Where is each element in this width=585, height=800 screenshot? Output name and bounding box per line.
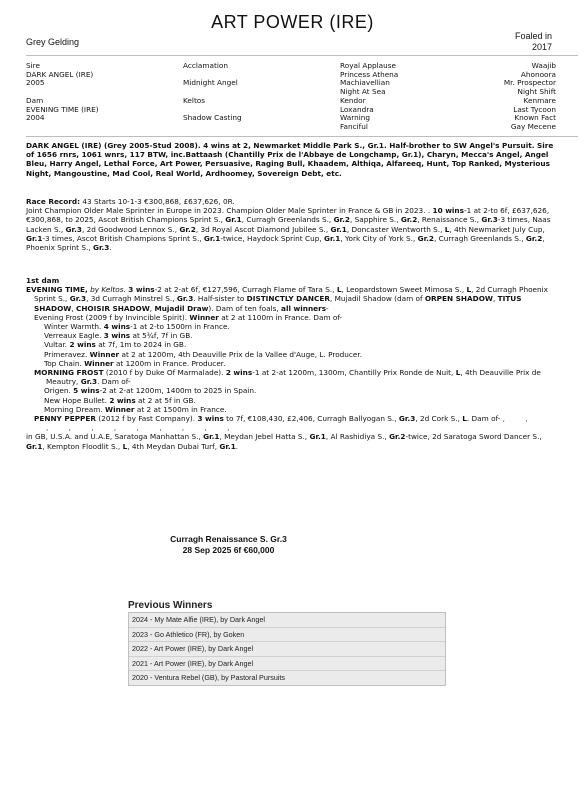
pedigree-gen4: Night Shift	[517, 87, 556, 97]
produce-morning-frost: MORNING FROST (2010 f by Duke Of Marmalade). 2 wins-1 at 2-at 1200m, 1300m, Chantilly Prix Ronde de Nuit, L, 4th Deauville Prix de Meautry, Gr.3. Dam of-	[34, 368, 541, 387]
pedigree-gen2: Acclamation	[183, 61, 228, 70]
previous-winner-row: 2020 - Ventura Rebel (GB), by Pastoral Pursuits	[129, 670, 445, 685]
pedigree-gen3: Machiavellian	[340, 78, 390, 88]
pedigree-gen3: Loxandra	[340, 104, 374, 114]
produce-line: Origen. 5 wins-2 at 2-at 1200m, 1400m to 2025 in Spain.	[44, 386, 257, 396]
previous-winner-row: 2022 - Art Power (IRE), by Dark Angel	[129, 641, 445, 656]
previous-winners-table	[128, 612, 446, 686]
race-info	[0, 534, 457, 556]
previous-winners-title: Previous Winners	[128, 600, 213, 611]
pedigree-gen4: Known Fact	[514, 113, 556, 123]
race-record-details: Joint Champion Older Male Sprinter in Europe in 2023. Champion Older Male Sprinter in France & GB in 2023. . 10 wins-1 at 2-to 6f, £637,626, €300,868, to 2025, Ascot British Champions Sprint S., Gr.1, Curragh Greenlands S., Gr.2, Sapphire S., Gr.2, Renaissance S., Gr.3-3 times, Naas Lacken S., Gr.3, 2d Goodwood Lennox S., Gr.2, 3d Royal Ascot Diamond Jubilee S., Gr.1, Doncaster Wentworth S., L, 4th Newmarket July Cup, Gr.1-3 times, Ascot British Champions Sprint S., Gr.1-twice, Haydock Sprint Cup, Gr.1, York City of York S., Gr.2, Curragh Greenlands S., Gr.2, Phoenix Sprint S., Gr.3.	[26, 206, 551, 253]
pedigree-gen4: Waajib	[531, 61, 556, 70]
sire-year: 2005	[26, 78, 45, 88]
produce-line: Vultar. 2 wins at 7f, 1m to 2024 in GB.	[44, 340, 187, 350]
dam-label: Dam	[26, 96, 44, 105]
race-record-label: Race Record:	[26, 197, 81, 206]
produce-line: Top Chain. Winner at 1200m in France. Producer.	[44, 358, 226, 368]
pedigree-gen3: Fanciful	[340, 122, 368, 132]
race-record-line	[26, 197, 556, 206]
produce-line: Evening Frost (2009 f by Invincible Spirit). Winner at 2 at 1100m in France. Dam of-	[34, 312, 343, 322]
first-dam-section	[26, 276, 556, 451]
pedigree-gen3: Warning	[340, 113, 370, 123]
pedigree-gen4: Last Tycoon	[513, 104, 556, 114]
pedigree-gen3: Royal Applause	[340, 61, 397, 70]
race-record	[26, 197, 556, 252]
pedigree-gen2: Midnight Angel	[183, 78, 238, 88]
previous-winner-row: 2021 - Art Power (IRE), by Dark Angel	[129, 656, 445, 671]
foaled-label: Foaled in	[514, 31, 552, 41]
pedigree-gen3: Princess Athena	[340, 69, 399, 79]
first-dam-text: EVENING TIME, by Keltos. 3 wins-2 at 2-at 6f, €127,596, Curragh Flame of Tara S., L, Leopardstown Sweet Mimosa S., L, 2d Curragh Phoenix Sprint S., Gr.3, 3d Curragh Minstrel S., Gr.3. Half-sister to DISTINCTLY DANCER, Mujadil Shadow (dam of ORPEN SHADOW, TITUS SHADOW, CHOISIR SHADOW, Mujadil Draw). Dam of ten foals, all winners-	[26, 285, 548, 313]
previous-winner-row: 2023 - Go Athletico (FR), by Goken	[129, 627, 445, 642]
pedigree-gen4: Kenmare	[523, 96, 556, 105]
sire-note-name: DARK ANGEL (IRE)	[26, 141, 102, 150]
pedigree-gen3: Kendor	[340, 96, 366, 105]
produce-line: Morning Dream. Winner at 2 at 1500m in France.	[44, 404, 227, 414]
horse-title: ART POWER (IRE)	[211, 12, 374, 32]
pedigree-gen2: Shadow Casting	[183, 113, 242, 123]
header-divider	[26, 55, 578, 56]
horse-sex: Grey Gelding	[26, 37, 80, 47]
pedigree-gen4: Gay Mecene	[510, 122, 556, 132]
foaled-info	[492, 31, 552, 52]
produce-penny-pepper: PENNY PEPPER (2012 f by Fast Company). 3 wins to 7f, €108,430, £2,406, Curragh Ballyogan S., Gr.3, 2d Cork S., L. Dam of- , , , , , , , , , , ,	[34, 414, 537, 433]
previous-winner-row: 2024 - My Mate Alfie (IRE), by Dark Angel	[132, 615, 266, 624]
race-name: Curragh Renaissance S. Gr.3	[170, 534, 287, 544]
produce-line: Verreaux Eagle. 3 wins at 5¾f, 7f in GB.	[44, 331, 193, 341]
produce-line: Primeravez. Winner at 2 at 1200m, 4th Deauville Prix de la Vallee d'Auge, L. Producer.	[44, 349, 363, 359]
sire-note-text: (Grey 2005-Stud 2008). 4 wins at 2, Newmarket Middle Park S., Gr.1. Half-brother to SW Angel's Pursuit. Sire of 1656 rnrs, 1061 wnrs, 117 BTW, inc.Battaash (Chantilly Prix de l'Abbaye de Longchamp, Gr.1), Charyn, Mecca's Angel, Angel Bleu, Harry Angel, Lethal Force, Art Power, Persuasive, Raging Bull, Khaadem, Althiqa, Alfareeq, Hunt, Top Ranked, Mysterious Night, Mangoustine, Mad Cool, Real World, Ardhoomey, Sovereign Debt, etc.	[26, 141, 554, 178]
produce-line: Winter Warmth. 4 wins-1 at 2-to 1500m in France.	[44, 322, 230, 332]
sire-label: Sire	[26, 61, 40, 70]
sire-note	[26, 141, 556, 178]
foaled-year: 2017	[531, 42, 552, 52]
race-record-value: 43 Starts 10-1-3 €300,868, £637,626, 0R.	[82, 197, 235, 206]
dam-name: EVENING TIME (IRE)	[26, 104, 99, 114]
pedigree-gen4: Ahonoora	[520, 69, 556, 79]
pedigree-gen2: Keltos	[183, 96, 206, 105]
dam-year: 2004	[26, 113, 45, 123]
pedigree-gen4: Mr. Prospector	[503, 78, 556, 88]
pedigree-divider	[26, 136, 578, 137]
race-date: 28 Sep 2025 6f €60,000	[182, 545, 275, 555]
produce-line: New Hope Bullet. 2 wins at 2 at 5f in GB.	[44, 395, 196, 405]
sire-name: DARK ANGEL (IRE)	[26, 69, 94, 79]
pedigree-gen3: Night At Sea	[340, 87, 386, 97]
first-dam-heading: 1st dam	[26, 276, 60, 285]
produce-penny-continued: in GB, U.S.A. and U.A.E, Saratoga Manhattan S., Gr.1, Meydan Jebel Hatta S., Gr.1, Al Rashidiya S., Gr.2-twice, 2d Saratoga Sword Dancer S., Gr.1, Kempton Floodlit S., L, 4th Meydan Dubai Turf, Gr.1.	[26, 432, 542, 451]
